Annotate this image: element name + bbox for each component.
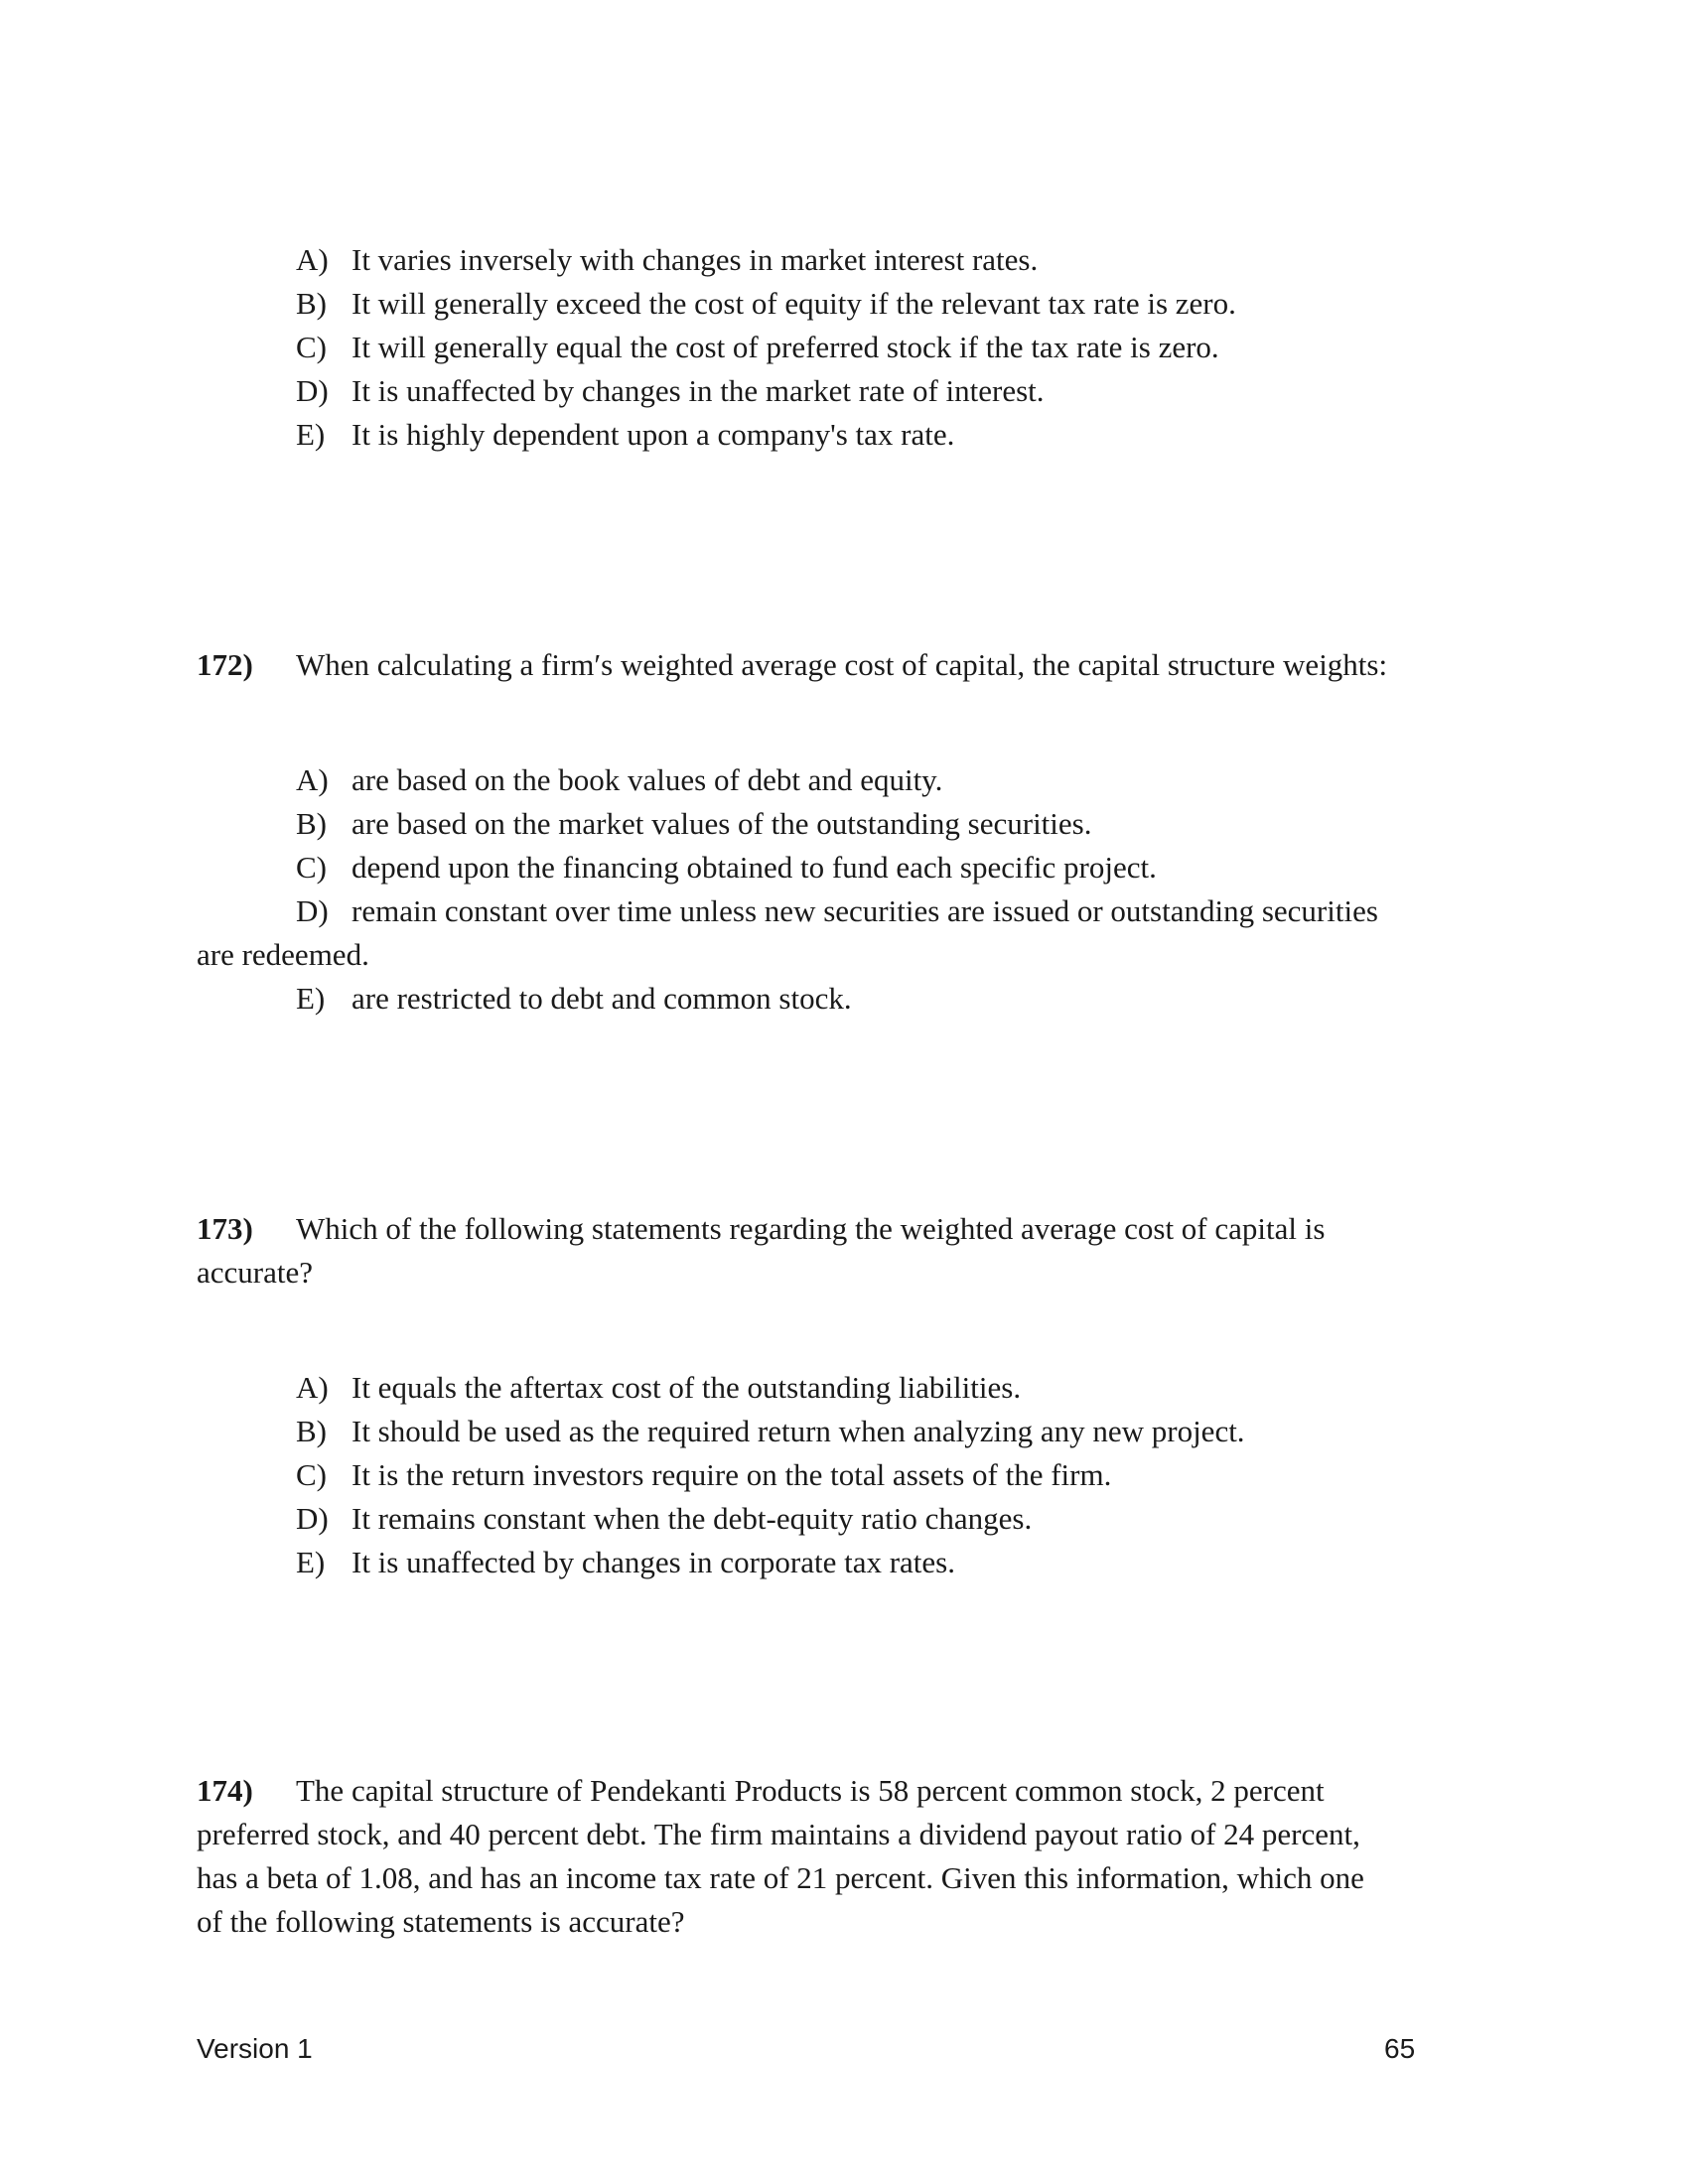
question-text-continuation: has a beta of 1.08, and has an income tax rate of 21 percent. Given this information, which one [197, 1860, 1364, 1895]
option-letter: A) [296, 762, 329, 797]
option-text: It is highly dependent upon a company's tax rate. [352, 417, 955, 452]
option-text: are based on the market values of the outstanding securities. [352, 806, 1092, 841]
option-e [296, 977, 852, 1021]
option-letter: B) [296, 1414, 327, 1448]
question-stem [197, 1207, 1325, 1251]
page-number: 65 [1384, 2033, 1416, 2064]
option-c [296, 326, 1219, 369]
option-letter: D) [296, 1501, 329, 1536]
option-b [296, 802, 1091, 846]
question-number: 173) [197, 1211, 253, 1246]
option-letter: E) [296, 417, 326, 452]
option-d [296, 1497, 1032, 1541]
option-text: are based on the book values of debt and equity. [352, 762, 943, 797]
question-text-continuation: of the following statements is accurate? [197, 1904, 685, 1939]
option-a [296, 238, 1038, 282]
option-letter: C) [296, 330, 327, 364]
option-text: It will generally equal the cost of preferred stock if the tax rate is zero. [352, 330, 1219, 364]
option-b [296, 282, 1236, 326]
option-letter: B) [296, 806, 327, 841]
option-e [296, 1541, 955, 1584]
question-stem [197, 1769, 1325, 1813]
option-d [296, 889, 1378, 933]
question-text: The capital structure of Pendekanti Products is 58 percent common stock, 2 percent [296, 1773, 1325, 1808]
option-letter: A) [296, 242, 329, 277]
option-text: It is the return investors require on the total assets of the firm. [352, 1457, 1112, 1492]
question-text: Which of the following statements regarding the weighted average cost of capital is [296, 1211, 1326, 1246]
option-text: It will generally exceed the cost of equity if the relevant tax rate is zero. [352, 286, 1236, 321]
question-text: When calculating a firm′s weighted average cost of capital, the capital structure weights: [296, 647, 1388, 682]
option-a [296, 1366, 1021, 1410]
option-text: are restricted to debt and common stock. [352, 981, 852, 1016]
option-letter: A) [296, 1370, 329, 1405]
option-letter: E) [296, 1545, 326, 1579]
option-text: It is unaffected by changes in corporate tax rates. [352, 1545, 955, 1579]
option-text: It should be used as the required return when analyzing any new project. [352, 1414, 1245, 1448]
question-stem [197, 643, 1387, 687]
question-number: 172) [197, 647, 253, 682]
option-text: depend upon the financing obtained to fund each specific project. [352, 850, 1157, 885]
option-text: remain constant over time unless new securities are issued or outstanding securities [352, 893, 1378, 928]
question-text-continuation: preferred stock, and 40 percent debt. The firm maintains a dividend payout ratio of 24 percent, [197, 1817, 1360, 1851]
option-b [296, 1410, 1245, 1453]
option-a [296, 758, 942, 802]
option-c [296, 846, 1157, 889]
option-e [296, 413, 954, 457]
option-letter: C) [296, 850, 327, 885]
option-text: It is unaffected by changes in the market rate of interest. [352, 373, 1045, 408]
option-d-continuation: are redeemed. [197, 937, 369, 972]
option-letter: B) [296, 286, 327, 321]
option-c [296, 1453, 1111, 1497]
question-number: 174) [197, 1773, 253, 1808]
question-text-continuation: accurate? [197, 1255, 313, 1290]
option-text: It remains constant when the debt-equity ratio changes. [352, 1501, 1033, 1536]
option-letter: E) [296, 981, 326, 1016]
option-text: It varies inversely with changes in market interest rates. [352, 242, 1039, 277]
option-letter: D) [296, 893, 329, 928]
footer-version: Version 1 [197, 2033, 313, 2064]
option-letter: C) [296, 1457, 327, 1492]
option-d [296, 369, 1045, 413]
option-text: It equals the aftertax cost of the outstanding liabilities. [352, 1370, 1022, 1405]
option-letter: D) [296, 373, 329, 408]
